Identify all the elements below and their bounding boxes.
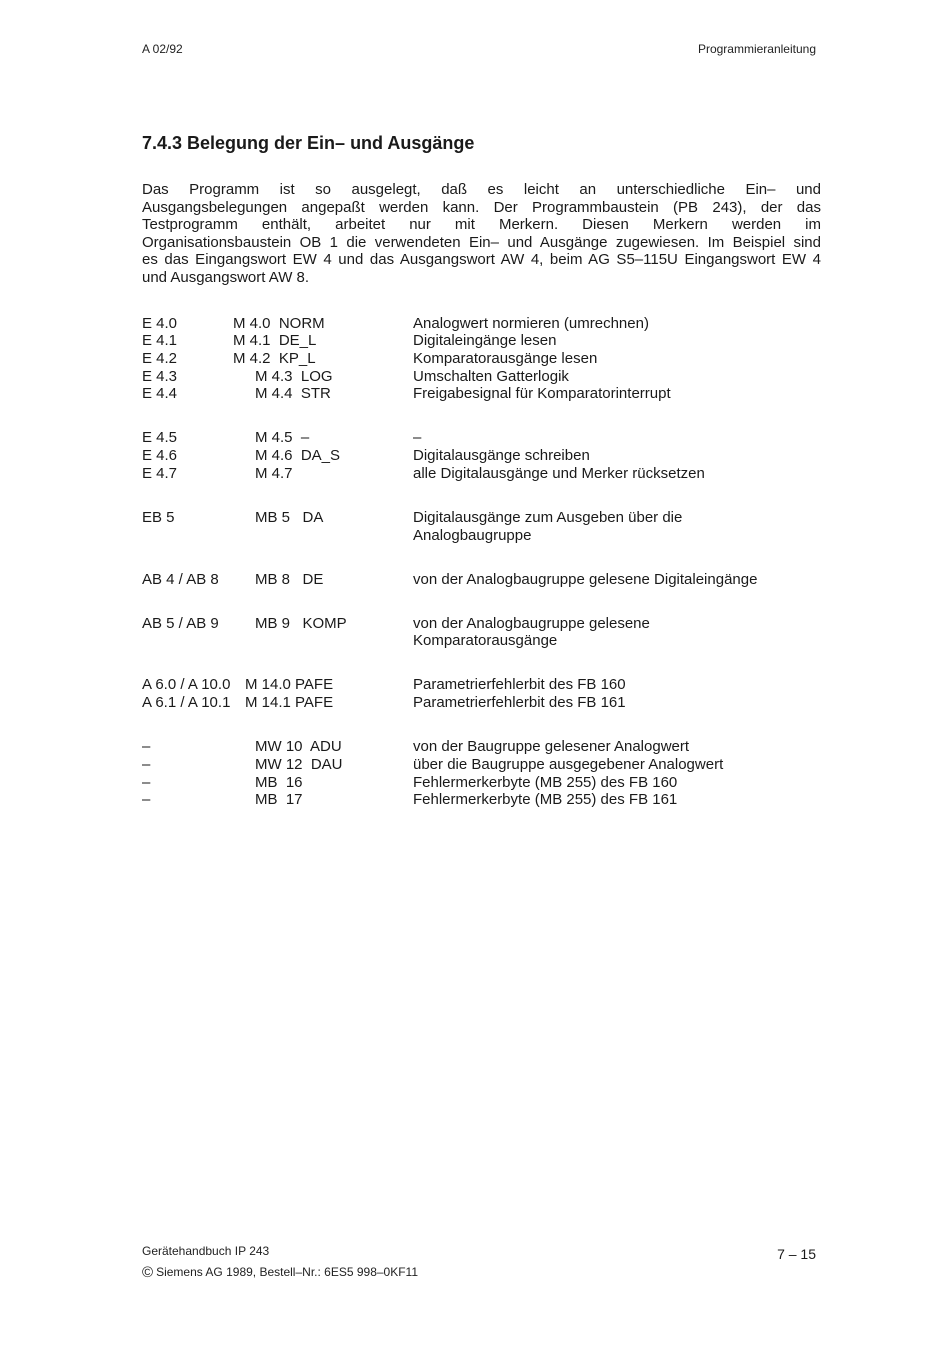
signal-cell: – (142, 756, 151, 773)
signal-cell: – (142, 774, 151, 791)
assignment-row (0, 774, 950, 792)
description-cell: – (413, 429, 422, 446)
description-cell: von der Analogbaugruppe gelesene Digitaleingänge (413, 571, 758, 588)
description-cell: Analogbaugruppe (413, 527, 532, 544)
description-cell: Komparatorausgänge (413, 632, 558, 649)
marker-cell: M 4.1 DE_L (233, 332, 317, 349)
description-cell: alle Digitalausgänge und Merker rücksetzen (413, 465, 705, 482)
assignment-row (0, 571, 950, 589)
intro-line: Testprogramm enthält, arbeitet nur mit Merkern. Diesen Merkern werden im (142, 216, 821, 234)
assignment-row (0, 615, 950, 633)
intro-paragraph (142, 181, 821, 287)
header-section-name: Programmieranleitung (697, 42, 816, 56)
intro-line: Das Programm ist so ausgelegt, daß es leicht an unterschiedliche Ein– und (142, 181, 821, 198)
marker-cell: M 4.3 LOG (255, 368, 333, 385)
marker-cell: M 4.6 DA_S (255, 447, 341, 464)
signal-cell: – (142, 738, 151, 755)
description-cell: Digitalausgänge schreiben (413, 447, 590, 464)
assignment-row (0, 332, 950, 350)
signal-cell: AB 4 / AB 8 (142, 571, 219, 588)
assignment-row (0, 465, 950, 483)
marker-cell: MW 10 ADU (255, 738, 342, 755)
marker-cell: M 4.0 NORM (233, 315, 325, 332)
signal-cell: E 4.0 (142, 315, 178, 332)
description-cell: Umschalten Gatterlogik (413, 368, 569, 385)
assignment-row (0, 791, 950, 809)
footer-manual-title: Gerätehandbuch IP 243 (142, 1244, 270, 1258)
description-cell: Fehlermerkerbyte (MB 255) des FB 161 (413, 791, 678, 808)
description-cell: Analogwert normieren (umrechnen) (413, 315, 649, 332)
description-cell: von der Baugruppe gelesener Analogwert (413, 738, 690, 755)
assignment-row (0, 694, 950, 712)
intro-line: es das Eingangswort EW 4 und das Ausgangswort AW 4, beim AG S5–115U Eingangswort EW 4 (142, 251, 821, 269)
footer-copyright (142, 1263, 418, 1280)
assignment-row (0, 509, 950, 527)
assignment-row (0, 368, 950, 386)
assignment-row (0, 756, 950, 774)
description-cell: Fehlermerkerbyte (MB 255) des FB 160 (413, 774, 678, 791)
assignment-row (0, 447, 950, 465)
marker-cell: MB 16 (255, 774, 303, 791)
signal-cell: E 4.4 (142, 385, 178, 402)
marker-cell: M 4.5 – (255, 429, 310, 446)
assignment-row (0, 429, 950, 447)
description-cell: Digitaleingänge lesen (413, 332, 557, 349)
signal-cell: E 4.6 (142, 447, 178, 464)
marker-cell: MB 17 (255, 791, 303, 808)
description-cell: Digitalausgänge zum Ausgeben über die (413, 509, 683, 526)
signal-cell: E 4.1 (142, 332, 178, 349)
marker-cell: M 4.7 (255, 465, 293, 482)
assignment-row (0, 738, 950, 756)
footer-order-number: Siemens AG 1989, Bestell–Nr.: 6ES5 998–0KF11 (156, 1265, 418, 1279)
signal-cell: AB 5 / AB 9 (142, 615, 219, 632)
assignment-row (0, 385, 950, 403)
intro-line: Ausgangsbelegungen angepaßt werden kann. Der Programmbaustein (PB 243), der das (142, 198, 821, 216)
description-cell: Freigabesignal für Komparatorinterrupt (413, 385, 671, 402)
marker-cell: M 4.4 STR (255, 385, 331, 402)
marker-cell: MB 9 KOMP (255, 615, 347, 632)
marker-cell: M 14.0 PAFE (245, 676, 334, 693)
description-cell: Parametrierfehlerbit des FB 160 (413, 676, 626, 693)
assignment-row (0, 350, 950, 368)
intro-line: und Ausgangswort AW 8. (142, 268, 310, 286)
marker-cell: M 14.1 PAFE (245, 694, 334, 711)
signal-cell: E 4.2 (142, 350, 178, 367)
intro-line: Organisationsbaustein OB 1 die verwendeten Ein– und Ausgänge zugewiesen. Im Beispiel sind (142, 233, 821, 251)
copyright-icon: © (142, 1264, 154, 1281)
marker-cell: MB 8 DE (255, 571, 324, 588)
marker-cell: MW 12 DAU (255, 756, 343, 773)
signal-cell: E 4.5 (142, 429, 178, 446)
description-cell: von der Analogbaugruppe gelesene (413, 615, 650, 632)
marker-cell: MB 5 DA (255, 509, 324, 526)
description-cell: Parametrierfehlerbit des FB 161 (413, 694, 626, 711)
description-cell: Komparatorausgänge lesen (413, 350, 598, 367)
signal-cell: A 6.0 / A 10.0 (142, 676, 231, 693)
signal-cell: – (142, 791, 151, 808)
section-title: 7.4.3 Belegung der Ein– und Ausgänge (142, 133, 475, 153)
assignment-row (0, 527, 950, 545)
marker-cell: M 4.2 KP_L (233, 350, 316, 367)
assignment-row (0, 632, 950, 650)
assignment-row (0, 676, 950, 694)
assignment-row (0, 315, 950, 333)
header-date: A 02/92 (142, 42, 183, 56)
description-cell: über die Baugruppe ausgegebener Analogwert (413, 756, 724, 773)
signal-cell: EB 5 (142, 509, 175, 526)
signal-cell: E 4.7 (142, 465, 178, 482)
signal-cell: E 4.3 (142, 368, 178, 385)
signal-cell: A 6.1 / A 10.1 (142, 694, 231, 711)
page-number: 7 – 15 (777, 1246, 816, 1262)
